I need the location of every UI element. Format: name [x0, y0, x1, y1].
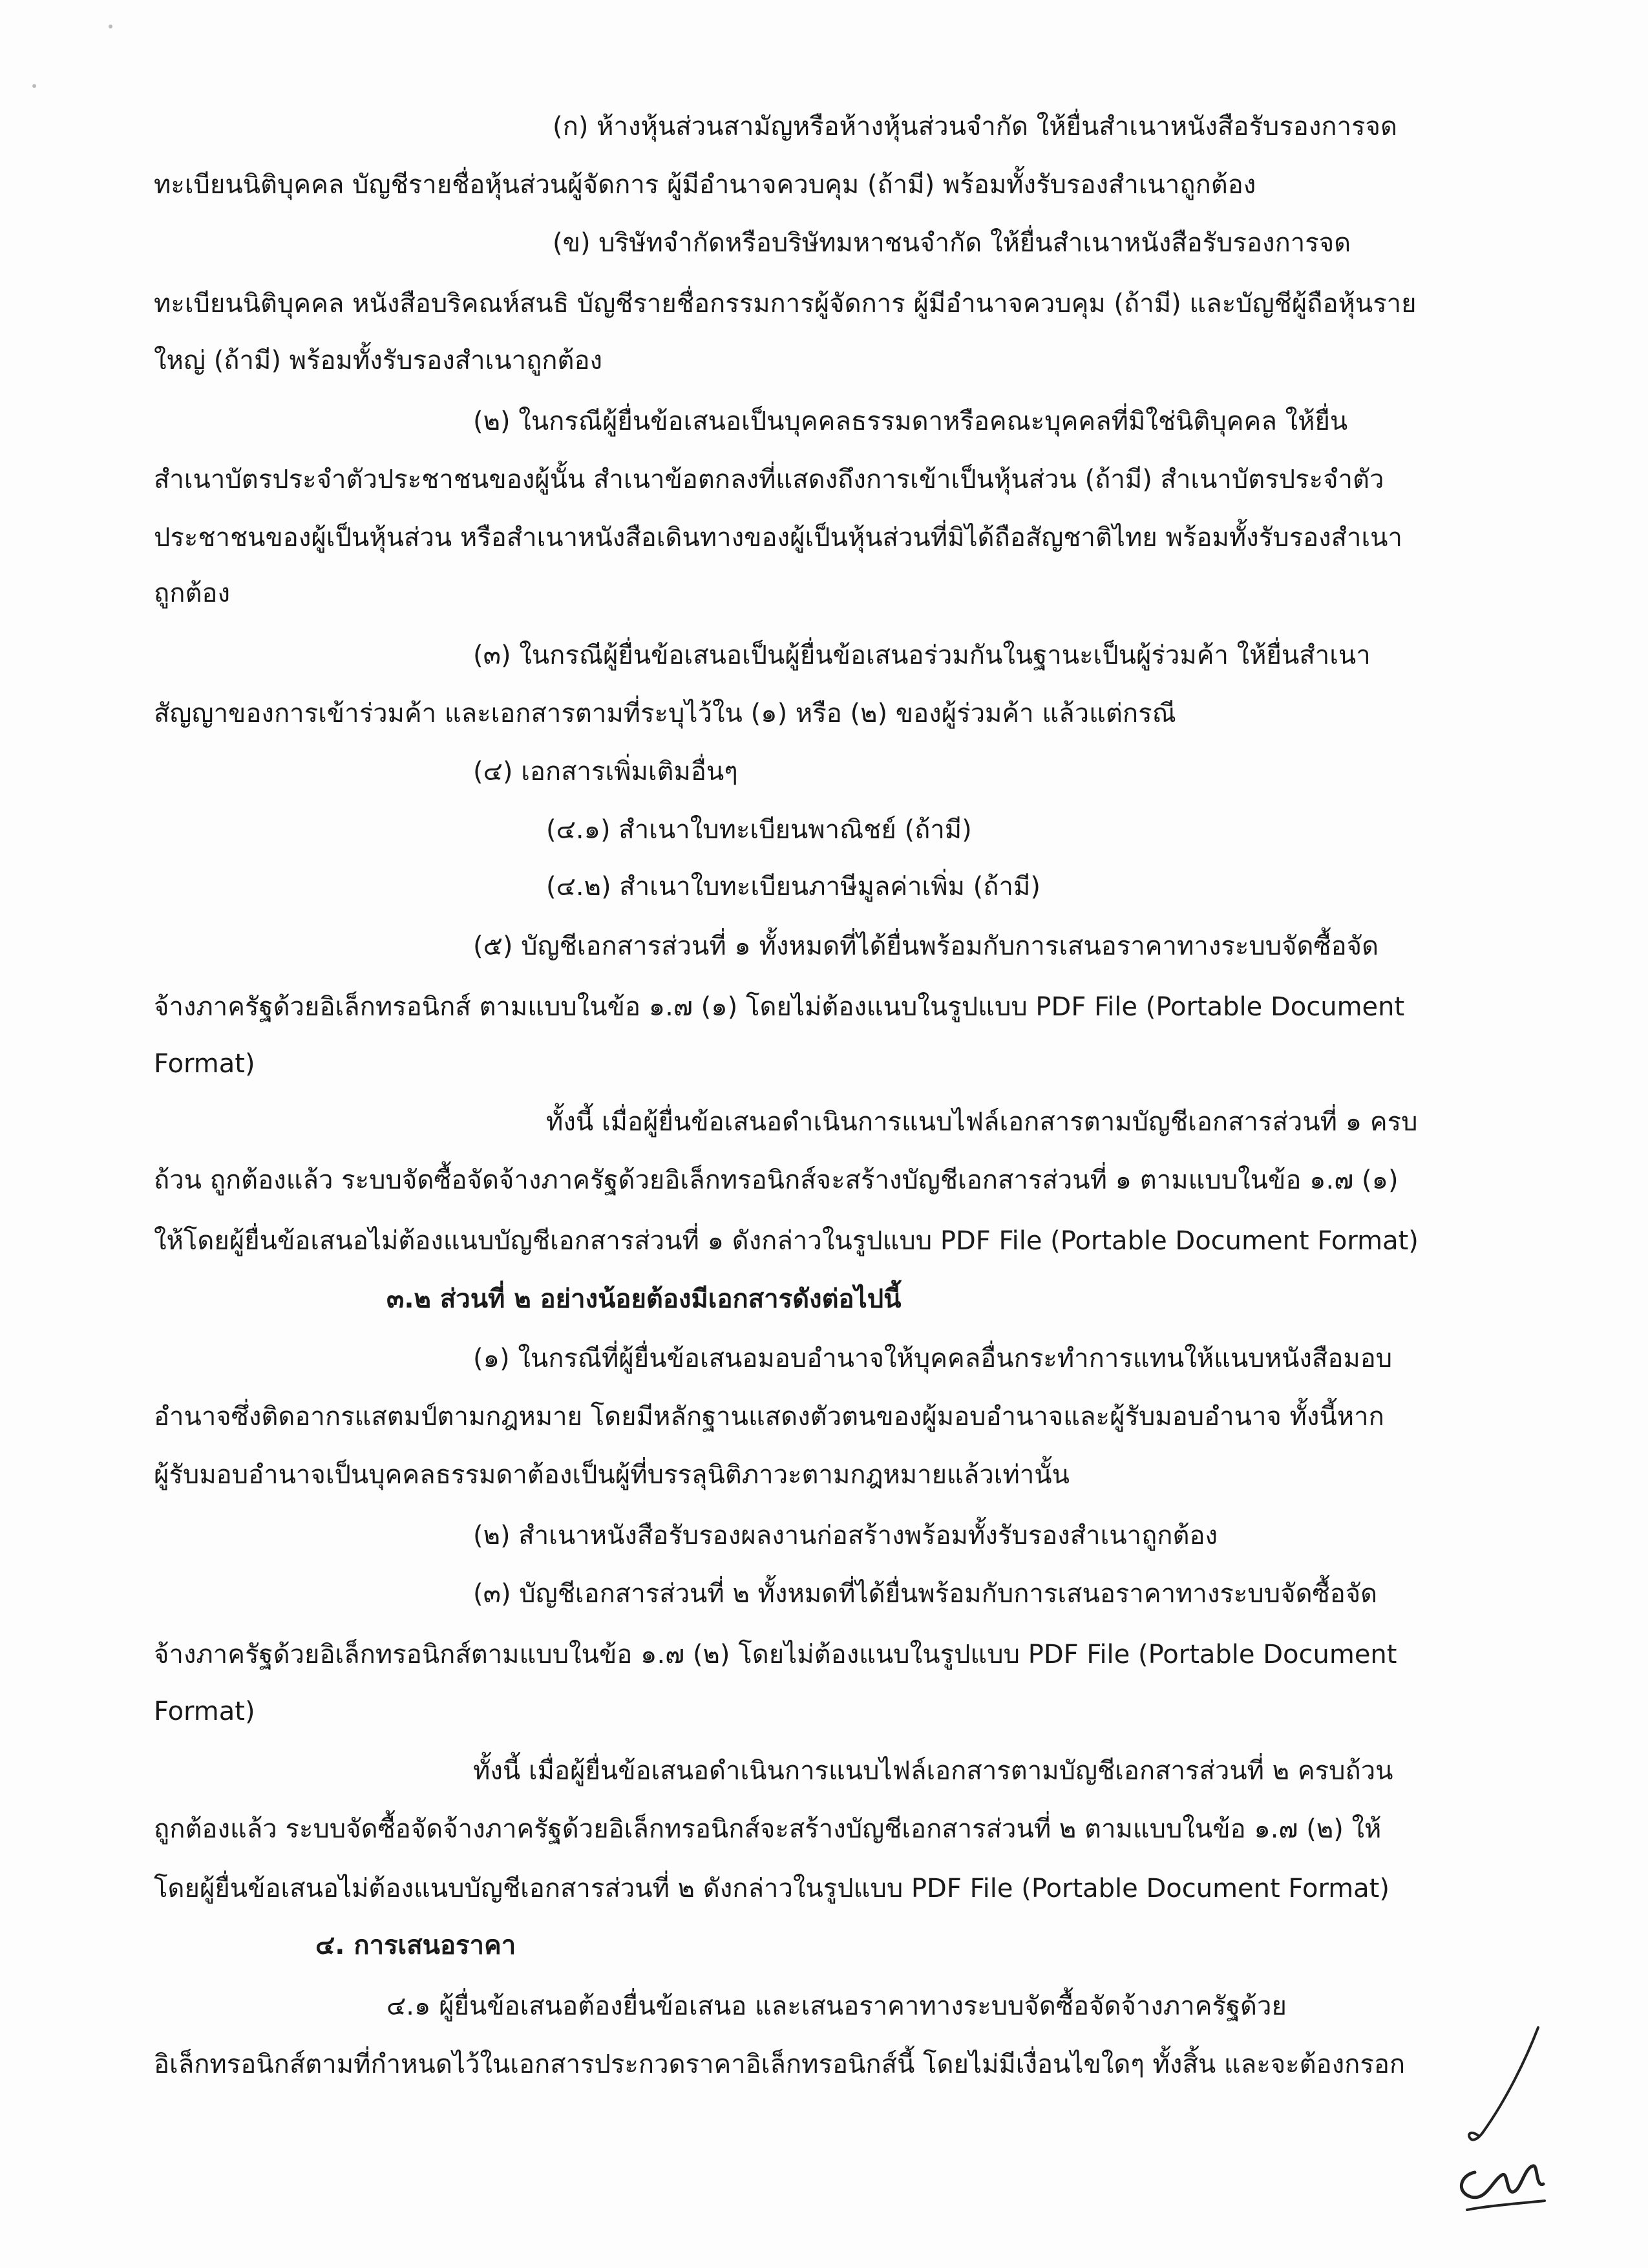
text-line: Format) — [154, 1697, 255, 1726]
text-line: อำนาจซึ่งติดอากรแสตมป์ตามกฎหมาย โดยมีหลักฐานแสดงตัวตนของผู้มอบอำนาจและผู้รับมอบอำนาจ ทั้งนี้หาก — [154, 1402, 1384, 1432]
section-heading: ๔. การเสนอราคา — [315, 1931, 516, 1960]
scan-speck — [109, 25, 112, 28]
text-line: ทั้งนี้ เมื่อผู้ยื่นข้อเสนอดำเนินการแนบไฟล์เอกสารตามบัญชีเอกสารส่วนที่ ๑ ครบ — [546, 1107, 1418, 1137]
text-line: (๕) บัญชีเอกสารส่วนที่ ๑ ทั้งหมดที่ได้ยื่นพร้อมกับการเสนอราคาทางระบบจัดซื้อจัด — [473, 931, 1379, 961]
text-line: ๔.๑ ผู้ยื่นข้อเสนอต้องยื่นข้อเสนอ และเสนอราคาทางระบบจัดซื้อจัดจ้างภาครัฐด้วย — [386, 1991, 1287, 2021]
text-line: ทะเบียนนิติบุคคล บัญชีรายชื่อหุ้นส่วนผู้จัดการ ผู้มีอำนาจควบคุม (ถ้ามี) พร้อมทั้งรับรองสำเนาถูกต้อง — [154, 170, 1256, 200]
signature-mark — [1441, 2022, 1558, 2236]
text-line: อิเล็กทรอนิกส์ตามที่กำหนดไว้ในเอกสารประกวดราคาอิเล็กทรอนิกส์นี้ โดยไม่มีเงื่อนไขใดๆ ทั้งสิ้น และจะต้องกรอก — [154, 2050, 1406, 2079]
text-line: สัญญาของการเข้าร่วมค้า และเอกสารตามที่ระบุไว้ใน (๑) หรือ (๒) ของผู้ร่วมค้า แล้วแต่กรณี — [154, 699, 1176, 728]
text-line: (ก) ห้างหุ้นส่วนสามัญหรือห้างหุ้นส่วนจำกัด ให้ยื่นสำเนาหนังสือรับรองการจด — [553, 112, 1397, 142]
text-line: Format) — [154, 1049, 255, 1079]
text-line: จ้างภาครัฐด้วยอิเล็กทรอนิกส์ตามแบบในข้อ ๑.๗ (๒) โดยไม่ต้องแนบในรูปแบบ PDF File (Portable Document — [154, 1640, 1397, 1669]
text-line: (๒) ในกรณีผู้ยื่นข้อเสนอเป็นบุคคลธรรมดาหรือคณะบุคคลที่มิใช่นิติบุคคล ให้ยื่น — [473, 407, 1348, 436]
text-line: ทั้งนี้ เมื่อผู้ยื่นข้อเสนอดำเนินการแนบไฟล์เอกสารตามบัญชีเอกสารส่วนที่ ๒ ครบถ้วน — [473, 1756, 1393, 1786]
text-line: ทะเบียนนิติบุคคล หนังสือบริคณห์สนธิ บัญชีรายชื่อกรรมการผู้จัดการ ผู้มีอำนาจควบคุม (ถ้ามี) และบัญชีผู้ถือหุ้นราย — [154, 289, 1417, 319]
text-line: (๑) ในกรณีที่ผู้ยื่นข้อเสนอมอบอำนาจให้บุคคลอื่นกระทำการแทนให้แนบหนังสือมอบ — [473, 1344, 1393, 1373]
text-line: จ้างภาครัฐด้วยอิเล็กทรอนิกส์ ตามแบบในข้อ ๑.๗ (๑) โดยไม่ต้องแนบในรูปแบบ PDF File (Portable Document — [154, 992, 1405, 1022]
text-line: ถูกต้อง — [154, 578, 230, 608]
text-line: (๔.๑) สำเนาใบทะเบียนพาณิชย์ (ถ้ามี) — [546, 815, 972, 845]
text-line: ผู้รับมอบอำนาจเป็นบุคคลธรรมดาต้องเป็นผู้ที่บรรลุนิติภาวะตามกฎหมายแล้วเท่านั้น — [154, 1460, 1070, 1490]
text-line: ถ้วน ถูกต้องแล้ว ระบบจัดซื้อจัดจ้างภาครัฐด้วยอิเล็กทรอนิกส์จะสร้างบัญชีเอกสารส่วนที่ ๑ ตามแบบในข้อ ๑.๗ (๑) — [154, 1165, 1399, 1195]
text-line: (๔) เอกสารเพิ่มเติมอื่นๆ — [473, 757, 738, 787]
text-line: โดยผู้ยื่นข้อเสนอไม่ต้องแนบบัญชีเอกสารส่วนที่ ๒ ดังกล่าวในรูปแบบ PDF File (Portable Document Format) — [154, 1874, 1389, 1903]
text-line: ถูกต้องแล้ว ระบบจัดซื้อจัดจ้างภาครัฐด้วยอิเล็กทรอนิกส์จะสร้างบัญชีเอกสารส่วนที่ ๒ ตามแบบในข้อ ๑.๗ (๒) ให้ — [154, 1814, 1382, 1844]
text-line: (๒) สำเนาหนังสือรับรองผลงานก่อสร้างพร้อมทั้งรับรองสำเนาถูกต้อง — [473, 1521, 1218, 1551]
text-line: (ข) บริษัทจำกัดหรือบริษัทมหาชนจำกัด ให้ยื่นสำเนาหนังสือรับรองการจด — [553, 228, 1351, 258]
text-line: ให้โดยผู้ยื่นข้อเสนอไม่ต้องแนบบัญชีเอกสารส่วนที่ ๑ ดังกล่าวในรูปแบบ PDF File (Portable Document Format) — [154, 1226, 1419, 1256]
text-line: ใหญ่ (ถ้ามี) พร้อมทั้งรับรองสำเนาถูกต้อง — [154, 346, 603, 376]
text-line: (๓) บัญชีเอกสารส่วนที่ ๒ ทั้งหมดที่ได้ยื่นพร้อมกับการเสนอราคาทางระบบจัดซื้อจัด — [473, 1579, 1378, 1609]
text-line: ประชาชนของผู้เป็นหุ้นส่วน หรือสำเนาหนังสือเดินทางของผู้เป็นหุ้นส่วนที่มิได้ถือสัญชาติไทย พร้อมทั้งรับรองสำเนา — [154, 523, 1402, 553]
section-heading: ๓.๒ ส่วนที่ ๒ อย่างน้อยต้องมีเอกสารดังต่อไปนี้ — [386, 1284, 902, 1314]
scan-speck — [32, 84, 36, 88]
text-line: สำเนาบัตรประจำตัวประชาชนของผู้นั้น สำเนาข้อตกลงที่แสดงถึงการเข้าเป็นหุ้นส่วน (ถ้ามี) สำเนาบัตรประจำตัว — [154, 465, 1384, 494]
text-line: (๔.๒) สำเนาใบทะเบียนภาษีมูลค่าเพิ่ม (ถ้ามี) — [546, 872, 1041, 902]
text-line: (๓) ในกรณีผู้ยื่นข้อเสนอเป็นผู้ยื่นข้อเสนอร่วมกันในฐานะเป็นผู้ร่วมค้า ให้ยื่นสำเนา — [473, 641, 1371, 670]
